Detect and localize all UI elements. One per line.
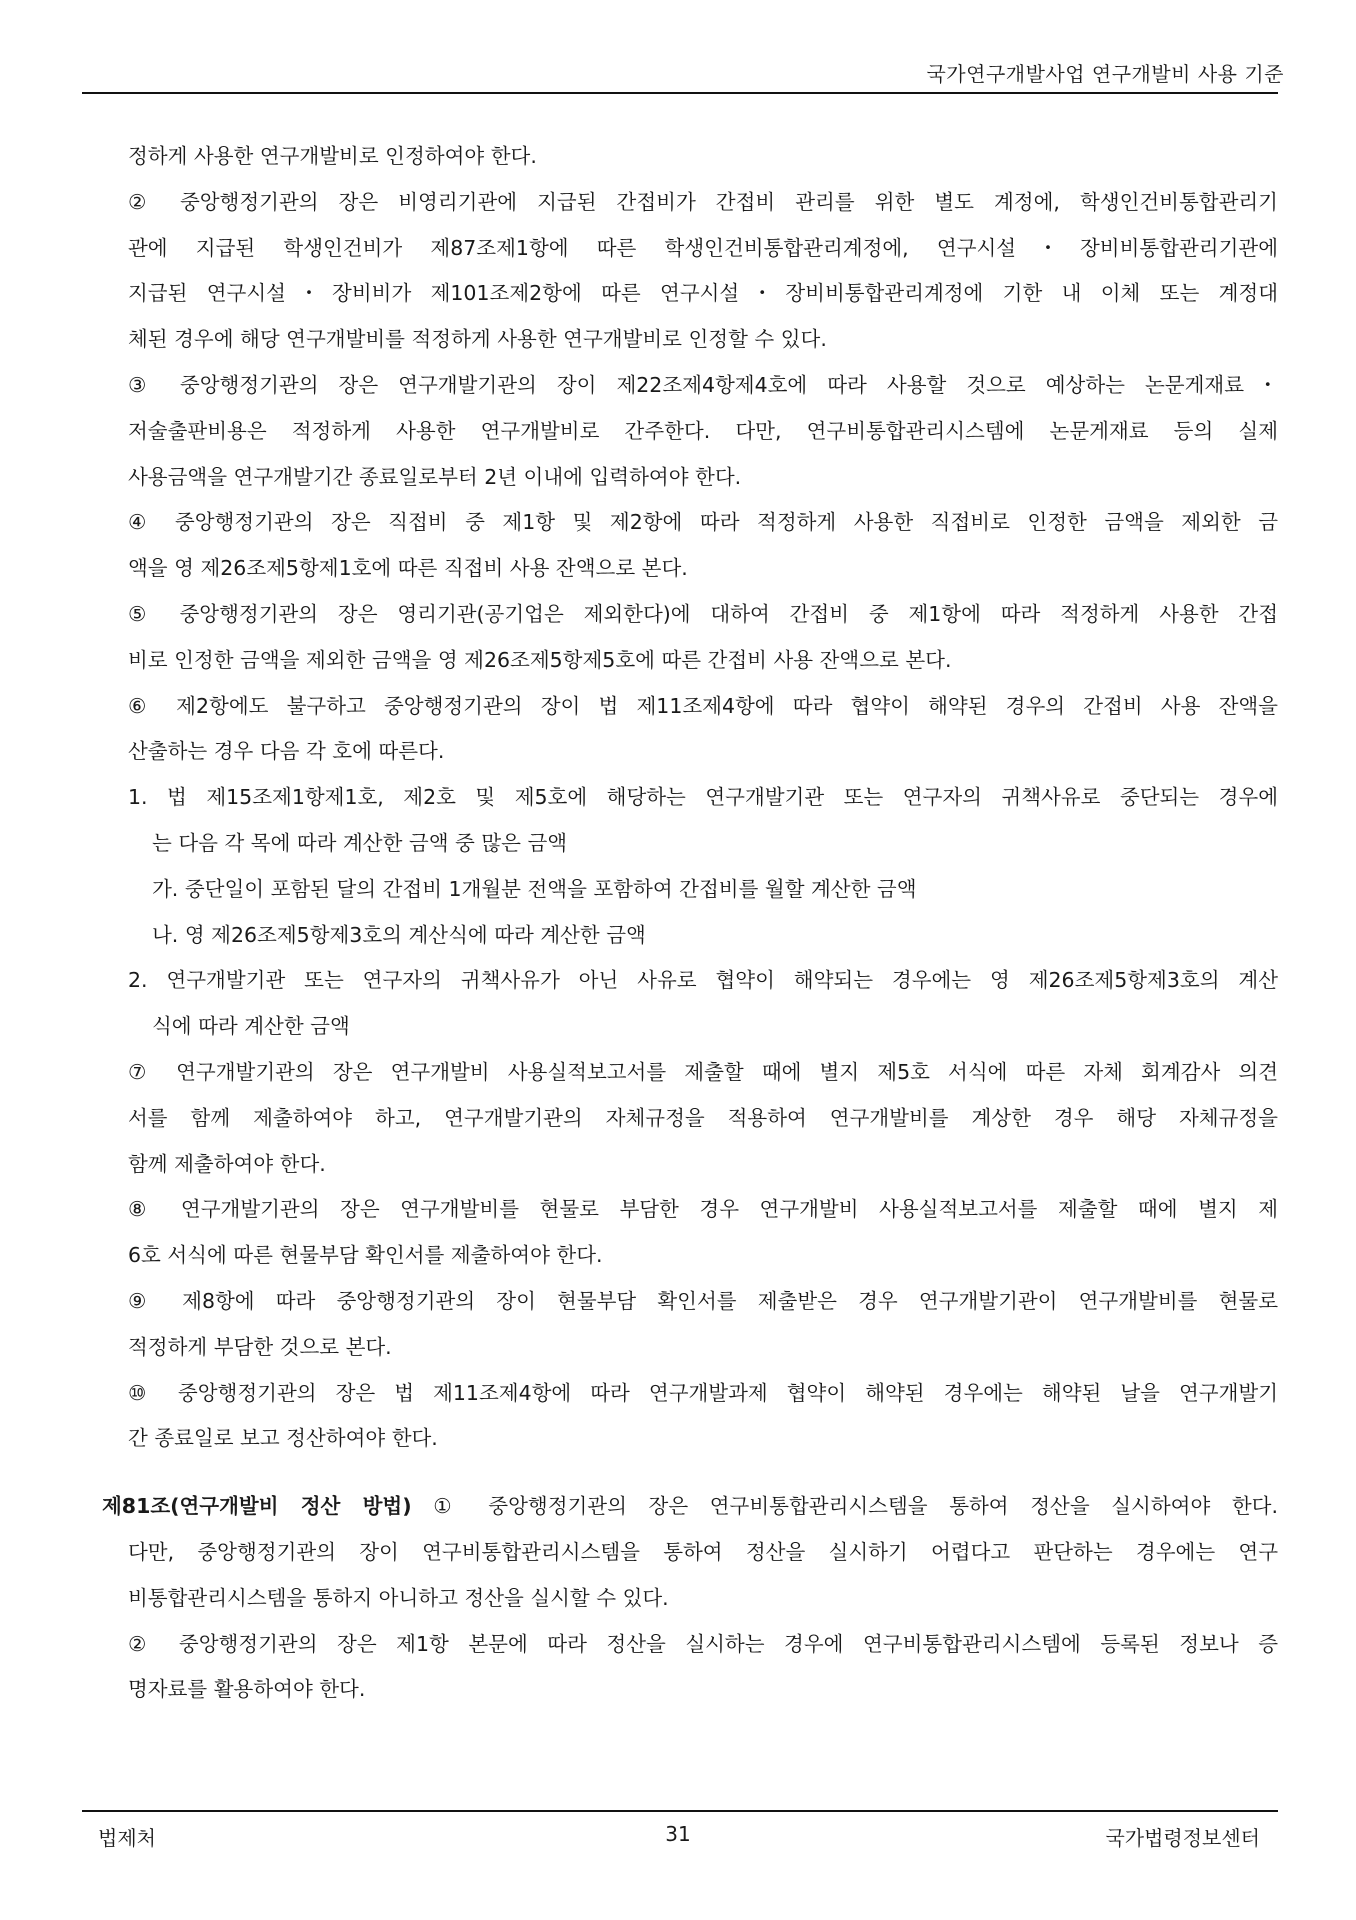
text-line: 함께 제출하여야 한다. (128, 1151, 326, 1176)
text-line: ② 중앙행정기관의 장은 제1항 본문에 따라 정산을 실시하는 경우에 연구비통합관리시스템에 등록된 정보나 증 (128, 1631, 1278, 1656)
text-line: ② 중앙행정기관의 장은 비영리기관에 지급된 간접비가 간접비 관리를 위한 별도 계정에, 학생인건비통합관리기 (128, 189, 1278, 214)
text-line: ⑥ 제2항에도 불구하고 중앙행정기관의 장이 법 제11조제4항에 따라 협약이 해약된 경우의 간접비 사용 잔액을 (128, 693, 1278, 718)
text-line: 관에 지급된 학생인건비가 제87조제1항에 따른 학생인건비통합관리계정에, 연구시설・장비비통합관리기관에 (128, 235, 1278, 260)
text-line: 1. 법 제15조제1항제1호, 제2호 및 제5호에 해당하는 연구개발기관 또는 연구자의 귀책사유로 중단되는 경우에 (128, 785, 1278, 810)
text-line: 저술출판비용은 적정하게 사용한 연구개발비로 간주한다. 다만, 연구비통합관리시스템에 논문게재료 등의 실제 (128, 418, 1278, 443)
text-line: 사용금액을 연구개발기간 종료일로부터 2년 이내에 입력하여야 한다. (128, 464, 742, 489)
text-line: ⑦ 연구개발기관의 장은 연구개발비 사용실적보고서를 제출할 때에 별지 제5호 서식에 따른 자체 회계감사 의견 (128, 1059, 1278, 1084)
text-line: 명자료를 활용하여야 한다. (128, 1677, 366, 1702)
article-81-first-line (102, 1484, 1278, 1530)
text-line: 정하게 사용한 연구개발비로 인정하여야 한다. (128, 144, 537, 168)
page-number: 31 (665, 1822, 691, 1846)
text-line: 2. 연구개발기관 또는 연구자의 귀책사유가 아닌 사유로 협약이 해약되는 경우에는 영 제26조제5항제3호의 계산 (128, 968, 1278, 993)
text-line: 나. 영 제26조제5항제3호의 계산식에 따라 계산한 금액 (152, 922, 646, 947)
text-line: 액을 영 제26조제5항제1호에 따른 직접비 사용 잔액으로 본다. (128, 556, 688, 581)
text-line: ⑤ 중앙행정기관의 장은 영리기관(공기업은 제외한다)에 대하여 간접비 중 제1항에 따라 적정하게 사용한 간접 (128, 601, 1278, 626)
document-header-title: 국가연구개발사업 연구개발비 사용 기준 (926, 62, 1284, 86)
footer-divider (82, 1810, 1278, 1812)
text-line: 간 종료일로 보고 정산하여야 한다. (128, 1426, 438, 1451)
text-line: 적정하게 부담한 것으로 본다. (128, 1334, 392, 1359)
text-line: ⑧ 연구개발기관의 장은 연구개발비를 현물로 부담한 경우 연구개발비 사용실적보고서를 제출할 때에 별지 제 (128, 1197, 1278, 1222)
text-line: 체된 경우에 해당 연구개발비를 적정하게 사용한 연구개발비로 인정할 수 있다. (128, 327, 827, 352)
footer-source: 국가법령정보센터 (1105, 1826, 1260, 1850)
text-line: ⑨ 제8항에 따라 중앙행정기관의 장이 현물부담 확인서를 제출받은 경우 연구개발기관이 연구개발비를 현물로 (128, 1288, 1278, 1313)
text-line: ④ 중앙행정기관의 장은 직접비 중 제1항 및 제2항에 따라 적정하게 사용한 직접비로 인정한 금액을 제외한 금 (128, 510, 1278, 535)
article-81 (102, 1484, 1278, 1713)
document-body (102, 134, 1278, 1713)
text-line: ③ 중앙행정기관의 장은 연구개발기관의 장이 제22조제4항제4호에 따라 사용할 것으로 예상하는 논문게재료・ (128, 372, 1278, 397)
text-line: 서를 함께 제출하여야 하고, 연구개발기관의 자체규정을 적용하여 연구개발비를 계상한 경우 해당 자체규정을 (128, 1105, 1278, 1130)
text-line: 식에 따라 계산한 금액 (152, 1014, 350, 1039)
text-line: 가. 중단일이 포함된 달의 간접비 1개월분 전액을 포함하여 간접비를 월할 계산한 금액 (152, 876, 917, 901)
text-line: 6호 서식에 따른 현물부담 확인서를 제출하여야 한다. (128, 1243, 603, 1268)
article-80-continuation (128, 134, 1278, 1462)
article-81-continuation (128, 1530, 1278, 1713)
text-line: 산출하는 경우 다음 각 호에 따른다. (128, 739, 445, 764)
text-line: 다만, 중앙행정기관의 장이 연구비통합관리시스템을 통하여 정산을 실시하기 어렵다고 판단하는 경우에는 연구 (128, 1539, 1278, 1564)
article-81-title: 제81조(연구개발비 정산 방법) (102, 1494, 412, 1519)
text-line: 지급된 연구시설・장비비가 제101조제2항에 따른 연구시설・장비비통합관리계정에 기한 내 이체 또는 계정대 (128, 281, 1278, 306)
header-divider (82, 92, 1278, 94)
text-line: ⑩ 중앙행정기관의 장은 법 제11조제4항에 따라 연구개발과제 협약이 해약된 경우에는 해약된 날을 연구개발기 (128, 1380, 1278, 1405)
text-line: 비통합관리시스템을 통하지 아니하고 정산을 실시할 수 있다. (128, 1585, 669, 1610)
article-81-clause-1: ① 중앙행정기관의 장은 연구비통합관리시스템을 통하여 정산을 실시하여야 한다. (411, 1494, 1278, 1519)
text-line: 는 다음 각 목에 따라 계산한 금액 중 많은 금액 (152, 830, 568, 855)
footer-publisher: 법제처 (98, 1826, 156, 1850)
text-line: 비로 인정한 금액을 제외한 금액을 영 제26조제5항제5호에 따른 간접비 사용 잔액으로 본다. (128, 647, 952, 672)
section-gap (128, 1462, 1278, 1484)
